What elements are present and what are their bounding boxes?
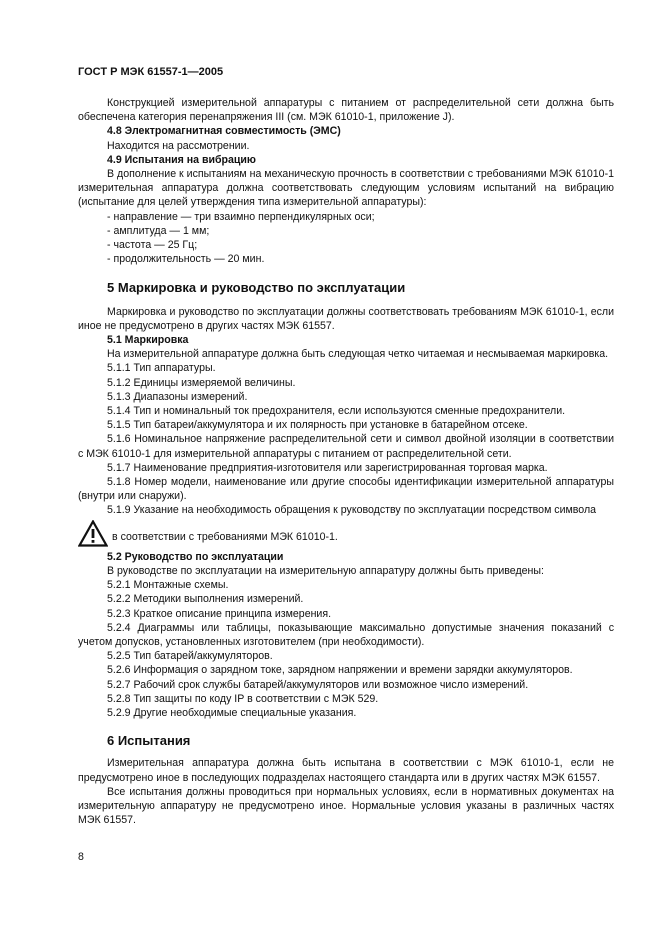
section-5-heading: 5 Маркировка и руководство по эксплуатации — [107, 280, 406, 296]
clause-5-2-4: 5.2.4 Диаграммы или таблицы, показывающие максимально допустимые значения показаний с учетом допусков, установленных изготовителем (при необходимости). — [78, 621, 614, 648]
clause-5-2-5: 5.2.5 Тип батарей/аккумуляторов. — [107, 650, 273, 663]
clause-5-1-4: 5.1.4 Тип и номинальный ток предохранителя, если используются сменные предохранители. — [107, 405, 566, 418]
section-6-heading: 6 Испытания — [107, 733, 191, 749]
list-item: - частота — 25 Гц; — [107, 238, 614, 252]
section-5-1-text: На измерительной аппаратуре должна быть следующая четко читаемая и несмываемая маркировка. — [107, 348, 609, 361]
list-item: - амплитуда — 1 мм; — [107, 224, 614, 238]
section-5-2-text: В руководстве по эксплуатации на измерительную аппаратуру должны быть приведены: — [107, 564, 544, 577]
warning-symbol-line — [78, 520, 614, 547]
clause-5-1-1: 5.1.1 Тип аппаратуры. — [107, 362, 216, 375]
clause-5-1-3: 5.1.3 Диапазоны измерений. — [107, 390, 248, 403]
list-item: - продолжительность — 20 мин. — [107, 252, 614, 266]
warning-symbol-text: в соответствии с требованиями МЭК 61010-1. — [112, 531, 338, 544]
clause-5-2-7: 5.2.7 Рабочий срок службы батарей/аккумуляторов или возможное число измерений. — [107, 678, 529, 691]
intro-paragraph: Конструкцией измерительной аппаратуры с питанием от распределительной сети должна быть обеспечена категория перенапряжения III (см. МЭК 61010-1, приложение J). — [78, 97, 614, 124]
list-item: - направление — три взаимно перпендикулярных оси; — [107, 210, 614, 224]
clause-5-1-8: 5.1.8 Номер модели, наименование или другие способы идентификации измерительной аппаратуры (внутри или снаружи). — [78, 476, 614, 503]
vibration-conditions-list — [78, 210, 614, 267]
section-4-8-title: 4.8 Электромагнитная совместимость (ЭМС) — [107, 125, 341, 138]
page-body — [78, 96, 614, 827]
clause-5-2-6: 5.2.6 Информация о зарядном токе, зарядном напряжении и времени зарядки аккумуляторов. — [107, 664, 573, 677]
clause-5-1-6: 5.1.6 Номинальное напряжение распределительной сети и символ двойной изоляции в соответствии с МЭК 61010-1 для измерительной аппаратуры с питанием от распределительной сети. — [78, 433, 614, 460]
section-4-9-text: В дополнение к испытаниям на механическую прочность в соответствии с требованиями МЭК 61010-1 измерительная аппаратура должна соответствовать следующим условиям испытаний на вибрацию (испытание для целей утверждения типа измерительной аппаратуры): — [78, 168, 614, 209]
clause-5-1-2: 5.1.2 Единицы измеряемой величины. — [107, 376, 296, 389]
warning-triangle-icon — [78, 520, 108, 547]
clause-5-1-7: 5.1.7 Наименование предприятия-изготовителя или зарегистрированная торговая марка. — [107, 461, 548, 474]
clause-5-2-3: 5.2.3 Краткое описание принципа измерения. — [107, 607, 332, 620]
clause-5-1-5: 5.1.5 Тип батареи/аккумулятора и их полярность при установке в батарейном отсеке. — [107, 419, 528, 432]
section-6-paragraph-1: Измерительная аппаратура должна быть испытана в соответствии с МЭК 61010-1, если не предусмотрено иное в последующих подразделах настоящего стандарта или в других частях МЭК 61557. — [78, 757, 614, 784]
clause-5-2-1: 5.2.1 Монтажные схемы. — [107, 579, 229, 592]
clause-5-2-9: 5.2.9 Другие необходимые специальные указания. — [107, 706, 357, 719]
section-6-paragraph-2: Все испытания должны проводиться при нормальных условиях, если в нормативных документах на измерительную аппаратуру не предусмотрено иное. Нормальные условия указаны в различных частях МЭК 61557. — [78, 785, 614, 827]
section-5-text: Маркировка и руководство по эксплуатации должны соответствовать требованиям МЭК 61010-1, если иное не предусмотрено в других частях МЭК 61557. — [78, 305, 614, 332]
page-number: 8 — [78, 851, 84, 863]
running-header: ГОСТ Р МЭК 61557-1—2005 — [78, 66, 224, 78]
section-5-2-title: 5.2 Руководство по эксплуатации — [107, 550, 284, 563]
section-4-9-title: 4.9 Испытания на вибрацию — [107, 153, 256, 166]
clause-5-2-8: 5.2.8 Тип защиты по коду IP в соответствии с МЭК 529. — [107, 692, 379, 705]
section-5-1-title: 5.1 Маркировка — [107, 334, 189, 347]
clause-5-1-9: 5.1.9 Указание на необходимость обращения к руководству по эксплуатации посредством символа — [107, 504, 597, 517]
section-4-8-text: Находится на рассмотрении. — [107, 139, 250, 152]
clause-5-2-2: 5.2.2 Методики выполнения измерений. — [107, 593, 304, 606]
